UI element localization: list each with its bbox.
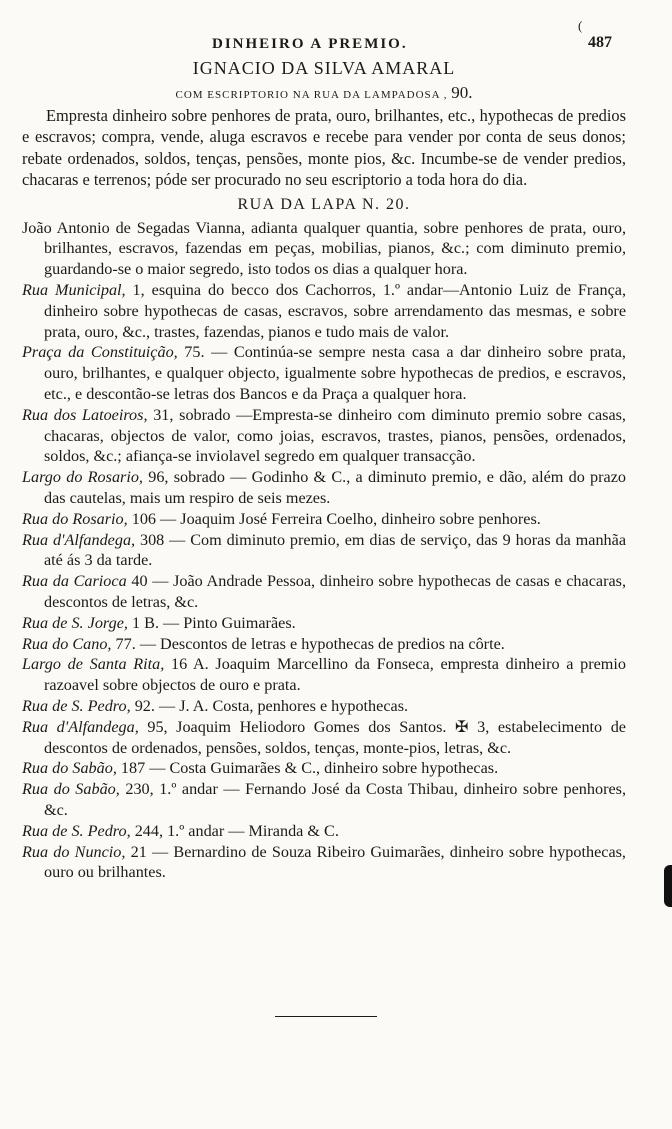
entry-address: Rua do Sabão, — [22, 759, 117, 778]
advertisement-heading: IGNACIO DA SILVA AMARAL — [192, 58, 456, 78]
advertisement-body: Empresta dinheiro sobre penhores de prata, ouro, brilhantes, etc., hypothecas de predios e escravos; compra, vende, aluga escravos e recebe para vender por conta de seus donos; rebate ordenados, soldos, tenças, pensões, monte pios, &c. Incumbe-se de vender predios, chacaras e terrenos; póde ser procurado no seu escriptorio a toda hora do dia. — [22, 106, 626, 190]
entry-address: Rua d'Alfandega, — [22, 530, 136, 549]
entry-text: 1, esquina do becco dos Cachorros, 1.º andar—Antonio Luiz de França, dinheiro sobre hypothecas de casas, escravos, sobre arrendamento das mesmas, e sobre prata, ouro, &c., trastes, fazendas, pianos e tudo mais de valor. — [44, 281, 626, 341]
entry-address: Rua do Sabão, — [22, 780, 120, 799]
subheading-number: 90. — [451, 83, 473, 102]
entry-text: 308 — Com diminuto premio, em dias de serviço, das 9 horas da manhãa até ás 3 da tarde. — [44, 530, 627, 570]
entry-address: Rua d'Alfandega, — [22, 717, 139, 736]
entry — [22, 696, 626, 717]
end-rule — [275, 1016, 377, 1017]
entry-text: 21 — Bernardino de Souza Ribeiro Guimarães, dinheiro sobre hypothecas, ouro ou brilhantes. — [44, 842, 626, 882]
entry-text: 75. — Continúa-se sempre nesta casa a dar dinheiro sobre prata, ouro, brilhantes, e qualquer objecto, igualmente sobre hypothecas de predios, e escravos, etc., e descontão-se letras dos Bancos e da Praça a qualquer hora. — [44, 343, 626, 403]
entry-text: 187 — Costa Guimarães & C., dinheiro sobre hypothecas. — [116, 759, 499, 778]
entry-address: Rua da Carioca — [22, 572, 127, 591]
entry-address: Rua do Nuncio, — [22, 842, 126, 861]
running-head — [22, 18, 626, 54]
subheading-text: COM ESCRIPTORIO NA RUA DA LAMPADOSA , — [175, 89, 448, 101]
entry-text: 244, 1.º andar — Miranda & C. — [130, 821, 339, 840]
entry — [22, 218, 626, 280]
entry-text: 16 A. Joaquim Marcellino da Fonseca, empresta dinheiro a premio razoavel sobre objectos de ouro e prata. — [44, 655, 626, 695]
entry-address: Rua de S. Jorge, — [22, 613, 128, 632]
entry — [22, 571, 626, 613]
entry — [22, 654, 626, 696]
entry — [22, 758, 626, 779]
entry-text: 40 — João Andrade Pessoa, dinheiro sobre hypothecas de casas e chacaras, descontos de letras, &c. — [44, 572, 626, 611]
entry-text: 106 — Joaquim José Ferreira Coelho, dinheiro sobre penhores. — [127, 509, 541, 528]
entry — [22, 405, 626, 467]
entry — [22, 779, 626, 821]
entry-text: 31, sobrado —Empresta-se dinheiro com diminuto premio sobre casas, chacaras, objectos de valor, como joias, escravos, trastes, pianos, pensões, ordenados, soldos, &c.; afiança-se inviolavel segredo em qualquer transacção. — [44, 405, 626, 466]
entry-list — [22, 218, 626, 884]
entry-address: Praça da Constituição, — [22, 343, 178, 362]
entry — [22, 467, 626, 509]
entry-address: Rua de S. Pedro, — [22, 821, 131, 840]
section-title: DINHEIRO A PREMIO. — [212, 36, 408, 52]
advertisement-subheading — [22, 83, 626, 103]
margin-mark: ( — [578, 18, 583, 33]
entry — [22, 634, 626, 655]
entry — [22, 342, 626, 404]
entry — [22, 509, 626, 530]
page-number: 487 — [588, 34, 612, 51]
entry-text: 1 B. — Pinto Guimarães. — [127, 613, 296, 632]
page — [22, 18, 627, 883]
entry-address: Rua do Rosario, — [22, 509, 128, 528]
entry-text: 230, 1.º andar — Fernando José da Costa Thibau, dinheiro sobre penhores, &c. — [44, 780, 626, 819]
entry-address: Rua do Cano, — [22, 634, 112, 653]
entry-text: João Antonio de Segadas Vianna, adianta qualquer quantia, sobre penhores de prata, ouro, brilhantes, escravos, fazendas em peças, mobilias, pianos, &c.; com diminuto premio, guardando-se o maior segredo, isto todos os dias a qualquer hora. — [22, 218, 626, 279]
entry — [22, 613, 626, 634]
entry — [22, 717, 626, 759]
entry-address: Rua dos Latoeiros, — [22, 405, 148, 424]
entry-text: 95, Joaquim Heliodoro Gomes dos Santos. ✠ 3, estabelecimento de descontos de ordenados, pensões, soldos, tenças, monte-pios, letras, &c. — [44, 717, 626, 757]
street-heading: RUA DA LAPA N. 20. — [237, 195, 411, 213]
entry — [22, 280, 626, 342]
entry-text: 92. — J. A. Costa, penhores e hypothecas. — [130, 696, 409, 715]
entry-address: Largo do Rosario, — [22, 468, 143, 487]
entry-text: 77. — Descontos de letras e hypothecas de predios na côrte. — [111, 634, 505, 653]
entry — [22, 842, 626, 884]
entry-address: Rua de S. Pedro, — [22, 696, 131, 715]
entry-address: Rua Municipal, — [22, 281, 126, 300]
entry — [22, 530, 626, 572]
entry — [22, 821, 626, 842]
ink-blot — [664, 865, 672, 907]
entry-address: Largo de Santa Rita, — [22, 655, 165, 674]
entry-text: 96, sobrado — Godinho & C., a diminuto premio, e dão, além do prazo das cautelas, mais um respiro de seis mezes. — [44, 468, 626, 507]
